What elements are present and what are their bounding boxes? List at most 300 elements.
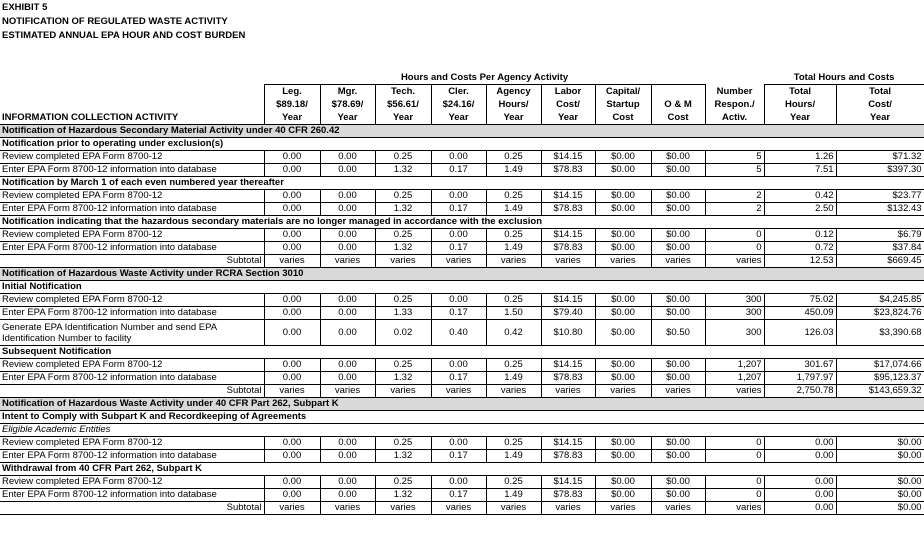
table-cell: varies [651, 255, 705, 268]
table-cell: varies [486, 385, 541, 398]
table-cell: $17,074.66 [836, 359, 924, 372]
section-title: Notification of Hazardous Waste Activity under RCRA Section 3010 [0, 268, 924, 281]
table-cell: varies [264, 255, 320, 268]
column-header-cell: Activ. [705, 111, 764, 125]
table-cell: 0.00 [264, 203, 320, 216]
table-cell: $6.79 [836, 229, 924, 242]
table-cell: $0.00 [595, 372, 651, 385]
table-cell: 0.42 [486, 320, 541, 346]
table-cell: $0.00 [651, 489, 705, 502]
table-cell: $78.83 [541, 242, 595, 255]
table-cell: 0.00 [764, 450, 836, 463]
table-cell: $14.15 [541, 437, 595, 450]
table-cell: 2.50 [764, 203, 836, 216]
table-cell: 0.00 [320, 476, 375, 489]
table-cell: 0.25 [486, 229, 541, 242]
table-cell: 1.49 [486, 489, 541, 502]
section-title: Notification of Hazardous Waste Activity under 40 CFR Part 262, Subpart K [0, 398, 924, 411]
column-header-cell: Hours/ [764, 98, 836, 111]
table-cell: 5 [705, 164, 764, 177]
section-header-row [0, 398, 924, 411]
table-cell: $0.00 [595, 294, 651, 307]
table-cell: 5 [705, 151, 764, 164]
table-cell: 0.00 [264, 164, 320, 177]
table-cell: 0.25 [375, 151, 431, 164]
section-title: Subsequent Notification [0, 346, 924, 359]
table-cell: $0.00 [651, 229, 705, 242]
table-cell: $0.00 [595, 476, 651, 489]
table-cell: $0.00 [595, 359, 651, 372]
subsection-header-row [0, 177, 924, 190]
table-cell: $0.00 [651, 476, 705, 489]
table-cell: 0 [705, 489, 764, 502]
table-cell: varies [541, 255, 595, 268]
column-header-cell [651, 85, 705, 99]
activity-label: Enter EPA Form 8700-12 information into database [0, 489, 264, 502]
table-cell: 0.17 [431, 203, 486, 216]
column-header-cell: Year [764, 111, 836, 125]
table-row [0, 437, 924, 450]
table-cell: 1.49 [486, 450, 541, 463]
table-cell: 1.32 [375, 372, 431, 385]
table-cell: $14.15 [541, 476, 595, 489]
table-cell: varies [651, 502, 705, 515]
table-cell: $78.83 [541, 203, 595, 216]
column-header-cell: Total [836, 85, 924, 99]
table-row [0, 372, 924, 385]
table-cell: 0.25 [486, 437, 541, 450]
table-cell: $23.77 [836, 190, 924, 203]
table-cell: $397.30 [836, 164, 924, 177]
activity-label: Enter EPA Form 8700-12 information into database [0, 450, 264, 463]
table-cell: 1,797.97 [764, 372, 836, 385]
table-cell: $0.00 [595, 164, 651, 177]
table-cell: $0.00 [651, 242, 705, 255]
exhibit-number: EXHIBIT 5 [2, 2, 48, 13]
subsection-header-row [0, 216, 924, 229]
table-cell: $0.00 [836, 502, 924, 515]
activity-label: Subtotal [0, 385, 264, 398]
table-cell: $0.00 [651, 203, 705, 216]
table-cell: 2 [705, 190, 764, 203]
section-header-row [0, 125, 924, 138]
column-header-cell: Cost/ [836, 98, 924, 111]
column-header-cell: Year [541, 111, 595, 125]
table-cell: $10.80 [541, 320, 595, 346]
table-row [0, 203, 924, 216]
table-cell: 0.25 [486, 294, 541, 307]
table-cell: 0.00 [264, 450, 320, 463]
table-cell: 0.00 [320, 242, 375, 255]
table-cell: $14.15 [541, 151, 595, 164]
table-cell: $0.00 [595, 489, 651, 502]
table-cell: $0.00 [595, 203, 651, 216]
section-header-row [0, 268, 924, 281]
table-cell: varies [595, 385, 651, 398]
section-title: Intent to Comply with Subpart K and Recordkeeping of Agreements [0, 411, 924, 424]
table-cell: varies [375, 255, 431, 268]
activity-label: Review completed EPA Form 8700-12 [0, 294, 264, 307]
section-title: Notification prior to operating under exclusion(s) [0, 138, 924, 151]
table-row [0, 476, 924, 489]
table-cell: 0.00 [264, 476, 320, 489]
table-cell: varies [431, 502, 486, 515]
activity-label: Enter EPA Form 8700-12 information into database [0, 203, 264, 216]
table-row [0, 359, 924, 372]
table-cell: 0.00 [264, 437, 320, 450]
table-cell: varies [651, 385, 705, 398]
exhibit-subtitle: ESTIMATED ANNUAL EPA HOUR AND COST BURDEN [2, 30, 246, 41]
table-cell: 0.00 [264, 489, 320, 502]
column-header-row [0, 111, 924, 125]
activity-label: Subtotal [0, 502, 264, 515]
table-cell: 0.25 [375, 476, 431, 489]
table-row [0, 164, 924, 177]
table-cell: $78.83 [541, 489, 595, 502]
section-title: Notification indicating that the hazardous secondary materials are no longer managed in accordance with the exclusion [0, 216, 924, 229]
table-cell: 0.00 [264, 242, 320, 255]
column-header-cell: Cost/ [541, 98, 595, 111]
table-cell: 0.17 [431, 242, 486, 255]
table-cell: 0.25 [375, 437, 431, 450]
table-cell: $78.83 [541, 450, 595, 463]
table-cell: 1.49 [486, 203, 541, 216]
table-cell: 0.00 [431, 437, 486, 450]
table-cell: $37.84 [836, 242, 924, 255]
column-header-cell: Leg. [264, 85, 320, 99]
column-header-cell: Cost [651, 111, 705, 125]
table-cell: 0.00 [764, 437, 836, 450]
table-cell: $3,390.68 [836, 320, 924, 346]
table-cell: 0.00 [764, 476, 836, 489]
table-row [0, 242, 924, 255]
table-cell: 1.49 [486, 164, 541, 177]
table-cell: $0.00 [595, 242, 651, 255]
table-cell: 0 [705, 242, 764, 255]
subtotal-row [0, 255, 924, 268]
table-cell: $0.00 [595, 437, 651, 450]
table-cell: 0.00 [320, 151, 375, 164]
section-title: Notification of Hazardous Secondary Material Activity under 40 CFR 260.42 [0, 125, 924, 138]
table-cell: 0.00 [264, 307, 320, 320]
column-header-cell: $78.69/ [320, 98, 375, 111]
table-row [0, 450, 924, 463]
table-cell: varies [320, 502, 375, 515]
table-cell: 0.00 [320, 359, 375, 372]
table-cell: $79.40 [541, 307, 595, 320]
table-cell: varies [431, 255, 486, 268]
table-cell: $0.00 [651, 450, 705, 463]
table-cell: $14.15 [541, 359, 595, 372]
table-cell: 0.00 [320, 203, 375, 216]
table-cell: 12.53 [764, 255, 836, 268]
table-cell: 0.00 [764, 502, 836, 515]
table-cell: 0.00 [264, 294, 320, 307]
column-header-cell: Year [431, 111, 486, 125]
table-cell: $0.00 [651, 151, 705, 164]
table-cell: 0.00 [320, 190, 375, 203]
column-header-cell: Year [320, 111, 375, 125]
table-cell: 1,207 [705, 359, 764, 372]
activity-label: Enter EPA Form 8700-12 information into database [0, 307, 264, 320]
hours-costs-group-header: Hours and Costs Per Agency Activity [264, 71, 705, 85]
table-cell: $0.50 [651, 320, 705, 346]
activity-label: Review completed EPA Form 8700-12 [0, 359, 264, 372]
table-cell: $14.15 [541, 229, 595, 242]
table-cell: 0.40 [431, 320, 486, 346]
table-cell: $0.00 [651, 359, 705, 372]
table-cell: 1.50 [486, 307, 541, 320]
table-cell: 0.25 [375, 294, 431, 307]
activity-label: Review completed EPA Form 8700-12 [0, 190, 264, 203]
table-cell: 0.72 [764, 242, 836, 255]
table-cell: 0.42 [764, 190, 836, 203]
table-cell: 0.25 [375, 229, 431, 242]
table-cell: $669.45 [836, 255, 924, 268]
subtotal-row [0, 385, 924, 398]
table-cell: $0.00 [595, 229, 651, 242]
table-cell: $0.00 [836, 489, 924, 502]
table-row [0, 151, 924, 164]
section-title: Initial Notification [0, 281, 924, 294]
table-cell: varies [320, 255, 375, 268]
table-cell: 0.17 [431, 164, 486, 177]
table-row [0, 229, 924, 242]
table-cell: 0.02 [375, 320, 431, 346]
table-cell: $4,245.85 [836, 294, 924, 307]
table-cell: varies [541, 385, 595, 398]
table-cell: 0 [705, 437, 764, 450]
table-cell: 0.00 [320, 372, 375, 385]
table-cell: 1.32 [375, 242, 431, 255]
activity-label: Generate EPA Identification Number and send EPA Identification Number to facility [0, 320, 264, 346]
table-cell: $0.00 [836, 476, 924, 489]
table-cell: 300 [705, 320, 764, 346]
table-cell: $0.00 [651, 372, 705, 385]
table-cell: $95,123.37 [836, 372, 924, 385]
column-header-cell: Mgr. [320, 85, 375, 99]
column-header-activity: INFORMATION COLLECTION ACTIVITY [2, 112, 179, 123]
table-cell: $0.00 [651, 437, 705, 450]
activity-label: Enter EPA Form 8700-12 information into database [0, 164, 264, 177]
activity-label: Review completed EPA Form 8700-12 [0, 151, 264, 164]
subsection-header-row [0, 138, 924, 151]
activity-label: Review completed EPA Form 8700-12 [0, 437, 264, 450]
table-cell: 1.32 [375, 164, 431, 177]
table-cell: 0.00 [264, 359, 320, 372]
table-cell: 0.00 [320, 450, 375, 463]
subsection-header-row [0, 463, 924, 476]
table-cell: varies [264, 502, 320, 515]
table-cell: 0.00 [320, 320, 375, 346]
table-row [0, 489, 924, 502]
table-cell: 2,750.78 [764, 385, 836, 398]
table-cell: 0.00 [264, 320, 320, 346]
section-title: Eligible Academic Entities [0, 424, 924, 437]
table-cell: varies [595, 502, 651, 515]
table-cell: varies [541, 502, 595, 515]
table-cell: 0.25 [486, 359, 541, 372]
table-cell: 1.49 [486, 242, 541, 255]
column-header-row [0, 85, 924, 99]
column-header-cell: $89.18/ [264, 98, 320, 111]
table-cell: varies [705, 502, 764, 515]
table-cell: 0.25 [486, 190, 541, 203]
activity-label: Enter EPA Form 8700-12 information into database [0, 242, 264, 255]
table-cell: $0.00 [595, 190, 651, 203]
table-cell: 0.00 [431, 294, 486, 307]
table-cell: $0.00 [595, 450, 651, 463]
table-cell: 0.00 [320, 294, 375, 307]
table-cell: 300 [705, 294, 764, 307]
table-cell: 0.00 [320, 489, 375, 502]
table-cell: varies [705, 255, 764, 268]
table-cell: $71.32 [836, 151, 924, 164]
table-cell: $143,659.32 [836, 385, 924, 398]
column-header-cell: Tech. [375, 85, 431, 99]
table-cell: varies [375, 385, 431, 398]
activity-label: Subtotal [0, 255, 264, 268]
table-cell: 0.17 [431, 450, 486, 463]
table-cell: 0.00 [264, 372, 320, 385]
table-cell: 0.25 [486, 151, 541, 164]
table-cell: 0 [705, 229, 764, 242]
table-cell: 0.00 [431, 476, 486, 489]
table-cell: 0.00 [764, 489, 836, 502]
table-cell: 0.25 [375, 190, 431, 203]
table-cell: $78.83 [541, 164, 595, 177]
column-header-cell: Total [764, 85, 836, 99]
subsection-header-row [0, 424, 924, 437]
activity-label: Enter EPA Form 8700-12 information into database [0, 372, 264, 385]
table-cell: 1.33 [375, 307, 431, 320]
table-cell: 1,207 [705, 372, 764, 385]
table-cell: 0.00 [320, 229, 375, 242]
table-cell: 301.67 [764, 359, 836, 372]
table-cell: 0.00 [431, 151, 486, 164]
table-cell: $0.00 [651, 294, 705, 307]
table-cell: $0.00 [595, 320, 651, 346]
table-cell: 1.32 [375, 489, 431, 502]
table-cell: 0.00 [431, 229, 486, 242]
totals-group-header: Total Hours and Costs [764, 71, 924, 85]
column-header-cell: Year [375, 111, 431, 125]
table-row [0, 307, 924, 320]
table-cell: 1.32 [375, 203, 431, 216]
column-header-row [0, 98, 924, 111]
table-cell: $0.00 [836, 450, 924, 463]
subsection-header-row [0, 346, 924, 359]
burden-table [0, 71, 924, 515]
column-header-activity [0, 98, 264, 111]
table-row [0, 294, 924, 307]
table-cell: 0.00 [264, 151, 320, 164]
table-cell: varies [264, 385, 320, 398]
table-cell: 0.00 [431, 190, 486, 203]
table-cell: 1.49 [486, 372, 541, 385]
table-cell: 2 [705, 203, 764, 216]
table-cell: 0.00 [431, 359, 486, 372]
section-title: Notification by March 1 of each even numbered year thereafter [0, 177, 924, 190]
table-cell: 0 [705, 476, 764, 489]
table-cell: $0.00 [651, 190, 705, 203]
column-header-cell: Labor [541, 85, 595, 99]
table-cell: $0.00 [595, 307, 651, 320]
table-cell: 126.03 [764, 320, 836, 346]
table-cell: varies [375, 502, 431, 515]
table-cell: varies [320, 385, 375, 398]
column-header-cell: Cler. [431, 85, 486, 99]
table-cell: $0.00 [651, 164, 705, 177]
table-cell: $23,824.76 [836, 307, 924, 320]
table-cell: 75.02 [764, 294, 836, 307]
exhibit-title: NOTIFICATION OF REGULATED WASTE ACTIVITY [2, 16, 228, 27]
table-cell: varies [705, 385, 764, 398]
column-header-activity [0, 85, 264, 99]
table-cell: varies [486, 502, 541, 515]
table-cell: $78.83 [541, 372, 595, 385]
column-header-cell: Year [836, 111, 924, 125]
table-cell: 0.00 [320, 164, 375, 177]
table-cell: 450.09 [764, 307, 836, 320]
activity-label: Review completed EPA Form 8700-12 [0, 229, 264, 242]
table-cell: 0.00 [320, 307, 375, 320]
table-cell: $14.15 [541, 190, 595, 203]
column-header-cell: Year [264, 111, 320, 125]
table-cell: $0.00 [651, 307, 705, 320]
table-cell: varies [486, 255, 541, 268]
exhibit-titles [2, 1, 245, 43]
column-header-cell: $24.16/ [431, 98, 486, 111]
table-cell: 0 [705, 450, 764, 463]
table-cell: 0.12 [764, 229, 836, 242]
table-cell: 0.00 [264, 190, 320, 203]
column-header-cell: $56.61/ [375, 98, 431, 111]
table-cell: 0.00 [320, 437, 375, 450]
column-header-cell: Year [486, 111, 541, 125]
column-header-cell: Number [705, 85, 764, 99]
column-header-cell: Hours/ [486, 98, 541, 111]
column-header-cell: Startup [595, 98, 651, 111]
table-cell: 0.17 [431, 489, 486, 502]
table-cell: 1.32 [375, 450, 431, 463]
subsection-header-row [0, 281, 924, 294]
table-cell: $132.43 [836, 203, 924, 216]
table-cell: $14.15 [541, 294, 595, 307]
subtotal-row [0, 502, 924, 515]
table-cell: 300 [705, 307, 764, 320]
column-header-cell: Cost [595, 111, 651, 125]
table-cell: varies [431, 385, 486, 398]
table-row [0, 320, 924, 346]
table-cell: varies [595, 255, 651, 268]
activity-label: Review completed EPA Form 8700-12 [0, 476, 264, 489]
section-title: Withdrawal from 40 CFR Part 262, Subpart K [0, 463, 924, 476]
subsection-header-row [0, 411, 924, 424]
table-cell: 0.25 [375, 359, 431, 372]
table-row [0, 190, 924, 203]
group-header-row [0, 71, 924, 85]
table-cell: 7.51 [764, 164, 836, 177]
table-cell: 1.26 [764, 151, 836, 164]
column-header-cell: O & M [651, 98, 705, 111]
column-header-cell: Agency [486, 85, 541, 99]
table-cell: 0.17 [431, 372, 486, 385]
table-cell: 0.25 [486, 476, 541, 489]
table-cell: $0.00 [595, 151, 651, 164]
column-header-cell: Capital/ [595, 85, 651, 99]
table-cell: 0.00 [264, 229, 320, 242]
